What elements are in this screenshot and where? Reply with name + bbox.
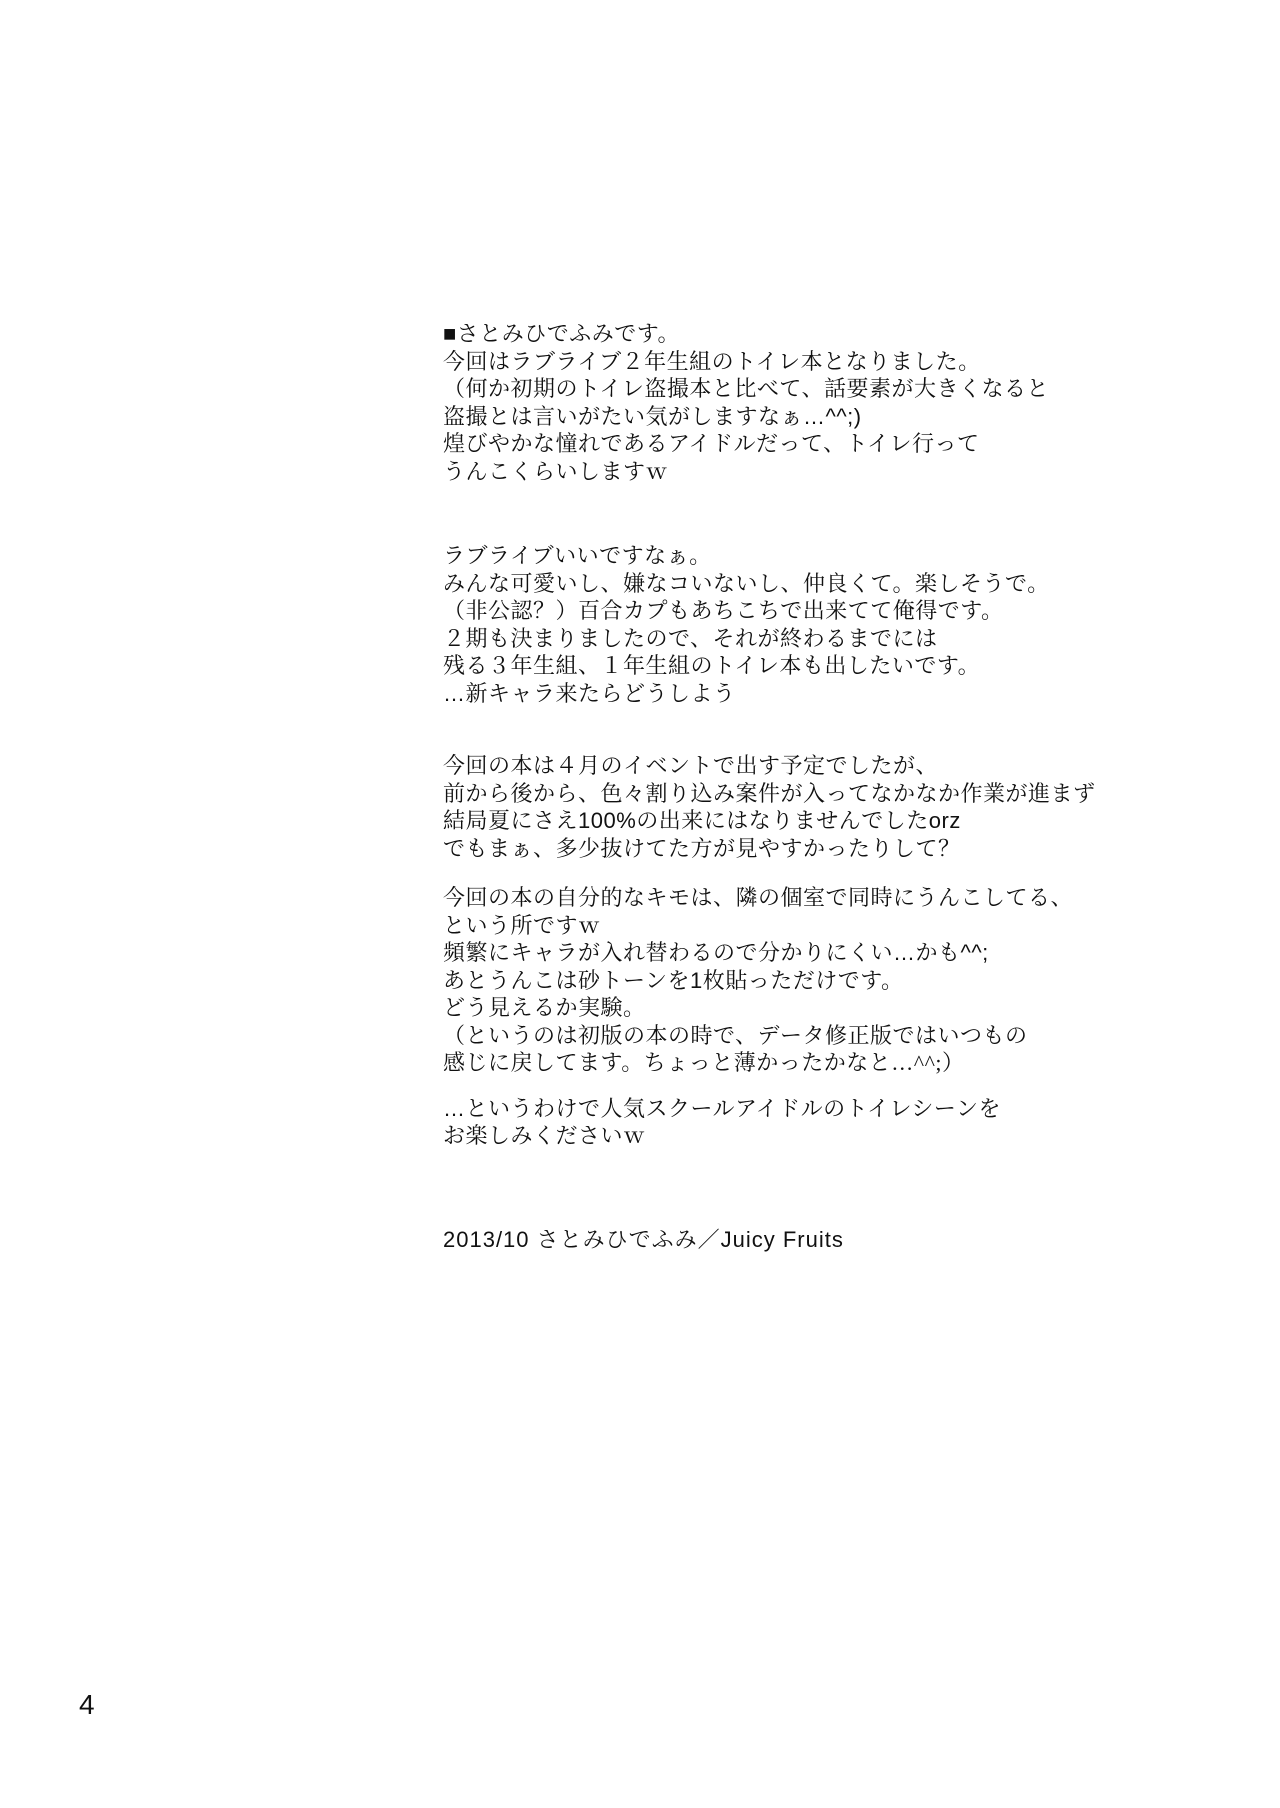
text-line: 結局夏にさえ100%の出来にはなりませんでしたorz (443, 808, 961, 833)
text-line: ２期も決まりましたので、それが終わるまでには (443, 625, 938, 651)
text-line: 頻繁にキャラが入れ替わるので分かりにくい…かも^^; (443, 940, 989, 965)
text-line: 前から後から、色々割り込み案件が入ってなかなか作業が進まず (443, 780, 1096, 806)
text-line: うんこくらいしますｗ (443, 458, 669, 484)
paragraph-notes (443, 884, 1083, 1077)
text-line: という所ですｗ (443, 912, 601, 938)
text-line: 盗撮とは言いがたい気がしますなぁ…^^;) (443, 403, 862, 429)
text-line: お楽しみくださいｗ (443, 1123, 646, 1148)
page-number: 4 (79, 1689, 95, 1720)
text-line: 感じに戻してます。ちょっと薄かったかなと…^^;） (443, 1050, 965, 1075)
text-line: （非公認？）百合カプもあちこちで出来てて俺得です。 (443, 598, 1004, 623)
paragraph-lovelive (443, 542, 1083, 707)
text-line: 今回の本は４月のイベントで出す予定でしたが、 (443, 753, 939, 778)
text-line: （何か初期のトイレ盗撮本と比べて、話要素が大きくなると (443, 376, 1049, 401)
text-line: …新キャラ来たらどうしよう (443, 680, 736, 706)
text-line: 残る３年生組、１年生組のトイレ本も出したいです。 (443, 653, 981, 678)
text-line: 煌びやかな憧れであるアイドルだって、トイレ行って (443, 431, 980, 456)
credit-line: 2013/10 さとみひでふみ／Juicy Fruits (443, 1226, 844, 1252)
afterword-text (443, 320, 1096, 1253)
text-line: あとうんこは砂トーンを1枚貼っただけです。 (443, 967, 904, 993)
paragraph-closing (443, 1095, 1083, 1150)
text-line: ラブライブいいですなぁ。 (443, 543, 712, 568)
text-line: …というわけで人気スクールアイドルのトイレシーンを (443, 1095, 1001, 1121)
text-line: みんな可愛いし、嫌なコいないし、仲良くて。楽しそうで。 (443, 570, 1050, 596)
paragraph-schedule (443, 752, 1096, 862)
text-line: でもまぁ、多少抜けてた方が見やすかったりして？ (443, 835, 961, 861)
text-line: どう見えるか実験。 (443, 995, 646, 1020)
text-line: 今回はラブライブ２年生組のトイレ本となりました。 (443, 348, 981, 374)
text-line: ■さとみひでふみです。 (443, 321, 681, 346)
text-line: （というのは初版の本の時で、データ修正版ではいつもの (443, 1022, 1028, 1048)
paragraph-intro (443, 320, 1083, 485)
text-line: 今回の本の自分的なキモは、隣の個室で同時にうんこしてる、 (443, 885, 1074, 910)
